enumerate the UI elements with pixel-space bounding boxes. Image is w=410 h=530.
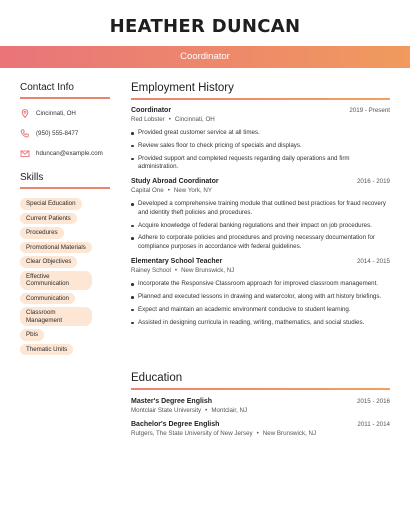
job-title-banner: Coordinator <box>0 46 410 68</box>
degree-title: Master's Degree English <box>131 398 213 405</box>
job-dates: 2016 - 2019 <box>356 178 390 186</box>
company-name: Rainey School <box>131 267 171 275</box>
education-heading: Education <box>131 372 183 384</box>
skill-chip: Classroom Management <box>20 307 92 326</box>
job-bullet: Review sales floor to check pricing of specials and displays. <box>131 142 390 150</box>
employment-heading: Employment History <box>131 82 234 94</box>
contact-phone-text: (950) 555-8477 <box>36 129 79 137</box>
skills-list <box>20 198 112 355</box>
job-bullet: Developed a comprehensive training module that outlined best practices for fraud recovery and identity theft policies and procedures. <box>131 200 390 217</box>
phone-icon <box>20 129 30 138</box>
job-location: Cincinnati, OH <box>174 116 215 123</box>
job-location: New Brunswick, NJ <box>181 267 235 275</box>
contact-location-text: Cincinnati, OH <box>36 109 76 117</box>
job-entry: Elementary School Teacher 2014 - 2015 Rainey School • New Brunswick, NJ Incorporate the Responsive Classroom approach for improved classroom management. Planned and executed lessons in drawing and watercolor, along with art history briefings. Expect and maintain an academic environment conducive to student learning. Assisted in designing curricula in reading, writing, mathematics, and social studies. <box>131 258 390 326</box>
section-divider <box>131 388 390 390</box>
contact-list <box>20 109 112 158</box>
skill-chip: Procedures <box>20 227 64 239</box>
contact-location <box>20 109 112 118</box>
skills-heading: Skills <box>20 172 44 183</box>
job-bullets <box>131 129 390 171</box>
degree-entry: Bachelor's Degree English 2011 - 2014 Rutgers, The State University of New Jersey • New Brunswick, NJ <box>131 421 390 437</box>
email-icon <box>20 149 30 158</box>
school-name: Montclair State University <box>131 407 202 414</box>
skill-chip: Effective Communication <box>20 271 92 290</box>
skill-chip: Clear Objectives <box>20 256 77 268</box>
school-name: Rutgers, The State University of New Jersey <box>131 430 253 437</box>
section-divider <box>20 97 110 99</box>
contact-email-text: hduncan@example.com <box>36 149 103 157</box>
job-dates: 2014 - 2015 <box>356 258 390 266</box>
section-divider <box>20 187 110 189</box>
job-bullet: Acquire knowledge of federal banking regulations and their impact on job procedures. <box>131 222 390 230</box>
education-section <box>131 372 390 437</box>
skill-chip: Current Patients <box>20 213 77 225</box>
school-location: New Brunswick, NJ <box>262 430 317 437</box>
degree-entry: Master's Degree English 2015 - 2016 Montclair State University • Montclair, NJ <box>131 398 390 414</box>
degree-title: Bachelor's Degree English <box>131 421 220 428</box>
job-title: Coordinator <box>131 107 172 114</box>
contact-email <box>20 149 112 158</box>
job-bullet: Provided support and completed requests regarding daily operations and firm administration. <box>131 155 390 172</box>
skill-chip: Promotional Materials <box>20 242 92 254</box>
job-bullet: Provided great customer service at all times. <box>131 129 390 137</box>
job-bullets <box>131 280 390 327</box>
employment-section <box>131 82 390 331</box>
job-entry: Coordinator 2019 - Present Red Lobster • Cincinnati, OH Provided great customer service at all times. Review sales floor to check pricing of specials and displays. Provided support and completed requests regarding daily operations and firm administration. <box>131 107 390 170</box>
job-bullet: Expect and maintain an academic environment conducive to student learning. <box>131 306 390 314</box>
job-bullet: Planned and executed lessons in drawing and watercolor, along with art history briefings. <box>131 293 390 301</box>
job-bullet: Adhere to corporate policies and procedures and proving necessary documentation for compliance purposes in accordance with federal guidelines. <box>131 234 390 251</box>
contact-heading: Contact Info <box>20 82 74 93</box>
sidebar <box>20 82 112 355</box>
degree-dates: 2011 - 2014 <box>357 421 390 428</box>
skill-chip: Special Education <box>20 198 82 210</box>
school-location: Montclair, NJ <box>211 407 248 414</box>
job-bullet: Incorporate the Responsive Classroom approach for improved classroom management. <box>131 280 390 288</box>
job-dates: 2019 - Present <box>349 107 390 114</box>
job-bullet: Assisted in designing curricula in reading, writing, mathematics, and social studies. <box>131 319 390 327</box>
skill-chip: Communication <box>20 293 75 305</box>
resume-name: HEATHER DUNCAN <box>109 16 301 37</box>
job-bullets <box>131 200 390 251</box>
job-entry: Study Abroad Coordinator 2016 - 2019 Capital One • New York, NY Developed a comprehensive training module that outlined best practices for fraud recovery and identity theft policies and procedures. Acquire knowledge of federal banking regulations and their impact on job procedures. Adhere to corporate policies and procedures and proving necessary documentation for compliance purposes in accordance with federal guidelines. <box>131 178 390 250</box>
location-pin-icon <box>20 109 30 118</box>
job-title: Elementary School Teacher <box>131 258 223 266</box>
job-title: Study Abroad Coordinator <box>131 178 219 186</box>
company-name: Capital One <box>131 187 164 195</box>
skill-chip: Pbis <box>20 329 44 341</box>
section-divider <box>131 98 390 100</box>
company-name: Red Lobster <box>131 116 165 123</box>
job-location: New York, NY <box>173 187 213 195</box>
skill-chip: Thematic Units <box>20 344 73 356</box>
degree-dates: 2015 - 2016 <box>356 398 390 405</box>
contact-phone <box>20 129 112 138</box>
